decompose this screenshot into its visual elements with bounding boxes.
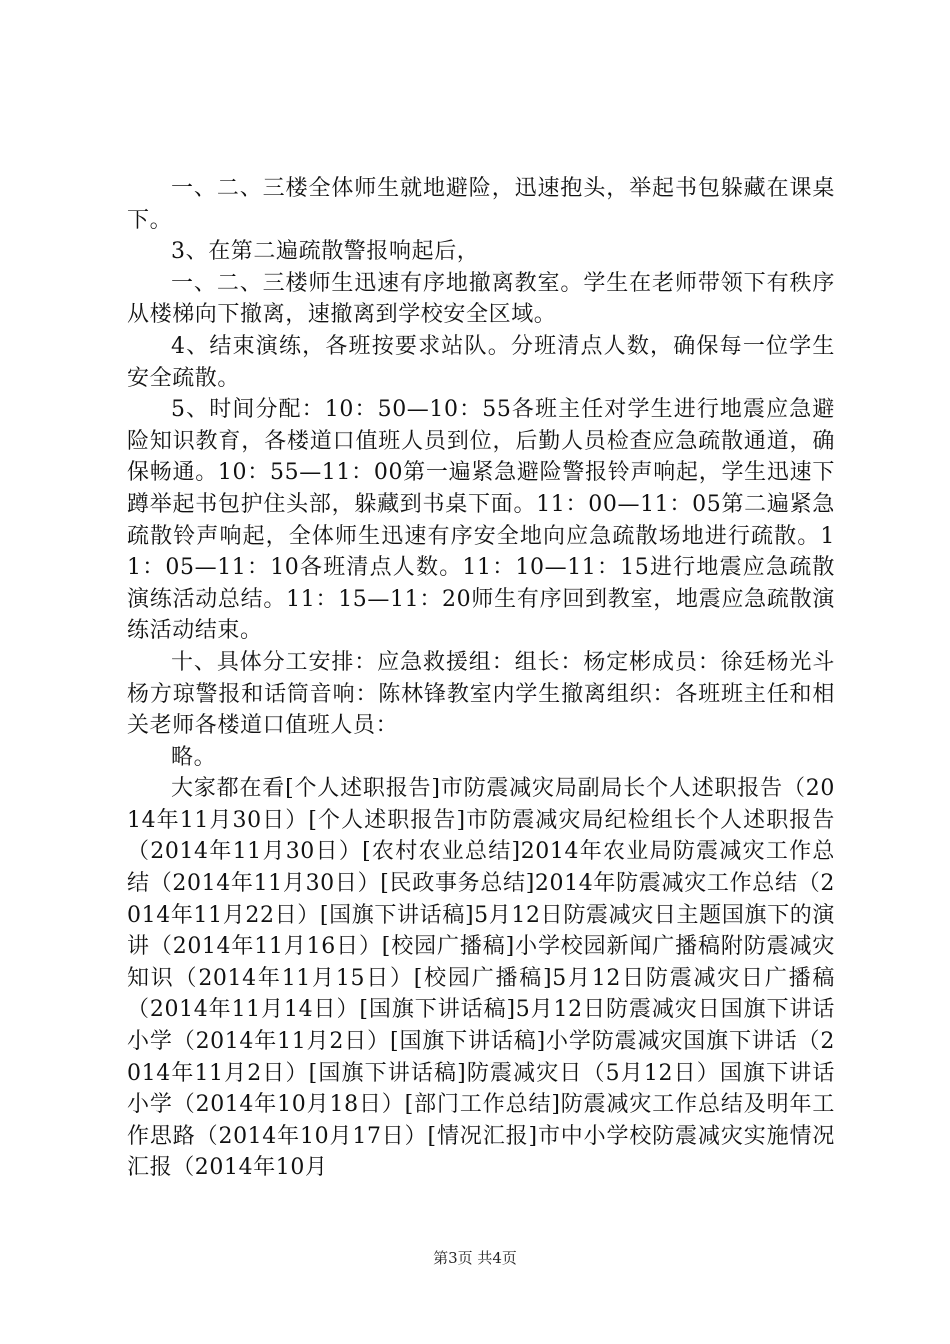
paragraph-task-assignment: 十、具体分工安排：应急救援组：组长：杨定彬成员：徐廷杨光斗杨方琼警报和话筒音响：陈林锋教室内学生撤离组织：各班班主任和相关老师各楼道口值班人员： xyxy=(127,649,835,739)
paragraph-time-allocation: 5、时间分配：10：50—10：55各班主任对学生进行地震应急避险知识教育，各楼道口值班人员到位，后勤人员检查应急疏散通道，确保畅通。10：55—11：00第一遍紧急避险警报铃声响起，学生迅速下蹲举起书包护住头部，躲藏到书桌下面。11：00—11：05第二遍紧急疏散铃声响起，全体师生迅速有序安全地向应急疏散场地进行疏散。11：05—11：10各班清点人数。11：10—11：15进行地震应急疏散演练活动总结。11：15—11：20师生有序回到教室，地震应急疏散演练活动结束。 xyxy=(127,397,835,644)
paragraph-orderly-evacuation: 一、二、三楼师生迅速有序地撤离教室。学生在老师带领下有秩序从楼梯向下撤离，速撤离到学校安全区域。 xyxy=(127,270,835,328)
paragraph-evacuation-shelter: 一、二、三楼全体师生就地避险，迅速抱头，举起书包躲藏在课桌下。 xyxy=(127,176,835,233)
paragraph-second-alarm: 3、在第二遍疏散警报响起后， xyxy=(171,239,480,265)
paragraph-end-drill: 4、结束演练，各班按要求站队。分班清点人数，确保每一位学生安全疏散。 xyxy=(127,333,835,391)
paragraph-omitted: 略。 xyxy=(171,744,217,770)
page-number-footer: 第3页 共4页 xyxy=(433,1249,517,1267)
document-body xyxy=(127,173,835,1184)
paragraph-related-articles: 大家都在看[个人述职报告]市防震减灾局副局长个人述职报告（2014年11月30日）[个人述职报告]市防震减灾局纪检组长个人述职报告（2014年11月30日）[农村农业总结]2014年农业局防震减灾工作总结（2014年11月30日）[民政事务总结]2014年防震减灾工作总结（2014年11月22日）[国旗下讲话稿]5月12日防震减灾日主题国旗下的演讲（2014年11月16日）[校园广播稿]小学校园新闻广播稿附防震减灾知识（2014年11月15日）[校园广播稿]5月12日防震减灾日广播稿（2014年11月14日）[国旗下讲话稿]5月12日防震减灾日国旗下讲话小学（2014年11月2日）[国旗下讲话稿]小学防震减灾国旗下讲话（2014年11月2日）[国旗下讲话稿]防震减灾日（5月12日）国旗下讲话小学（2014年10月18日）[部门工作总结]防震减灾工作总结及明年工作思路（2014年10月17日）[情况汇报]市中小学校防震减灾实施情况汇报（2014年10月 xyxy=(127,776,835,1181)
